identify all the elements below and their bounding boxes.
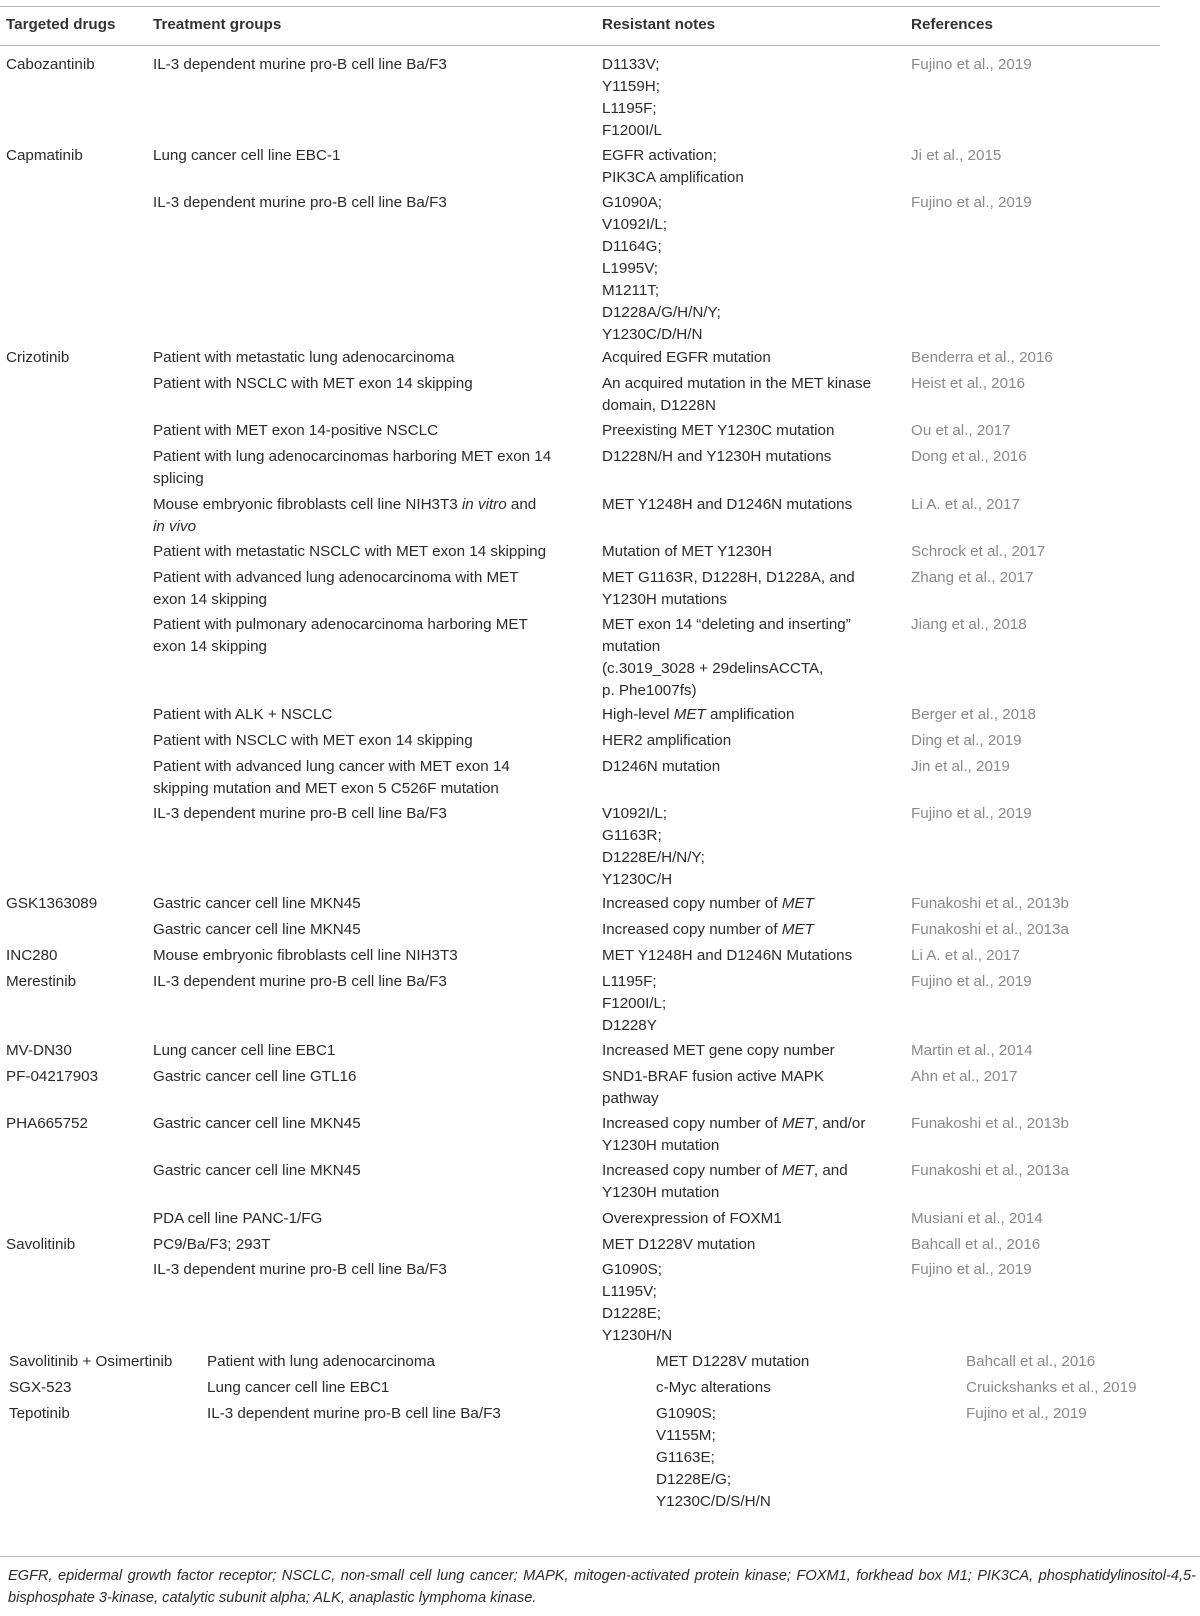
treatment-group-line: Patient with NSCLC with MET exon 14 skipping xyxy=(153,375,473,392)
resistant-note-line: PIK3CA amplification xyxy=(602,169,744,186)
resistant-note-line: SND1-BRAF fusion active MAPK xyxy=(602,1068,824,1085)
drug-name: Merestinib xyxy=(6,973,77,990)
treatment-group xyxy=(153,919,361,941)
resistant-note-line: Mutation of MET Y1230H xyxy=(602,543,772,560)
resistant-note-line: Overexpression of FOXM1 xyxy=(602,1210,782,1227)
resistant-note-line: pathway xyxy=(602,1090,659,1107)
treatment-group xyxy=(153,54,447,76)
reference-link[interactable]: Fujino et al., 2019 xyxy=(911,194,1032,211)
treatment-group-line: Patient with advanced lung adenocarcinoma with MET xyxy=(153,569,519,586)
resistant-note-line: D1246N mutation xyxy=(602,758,721,775)
resistant-note-line: Y1230C/H xyxy=(602,871,673,888)
resistant-note-line: Increased copy number of MET xyxy=(602,895,814,912)
treatment-group-line: IL-3 dependent murine pro-B cell line Ba/F3 xyxy=(153,973,447,990)
reference-link[interactable]: Funakoshi et al., 2013a xyxy=(911,1162,1069,1179)
resistant-note-line: c-Myc alterations xyxy=(656,1379,771,1396)
drug-name: Cabozantinib xyxy=(6,56,95,73)
resistant-note-line: MET Y1248H and D1246N Mutations xyxy=(602,947,853,964)
drug-name: INC280 xyxy=(6,947,58,964)
treatment-group-line: Patient with metastatic lung adenocarcinoma xyxy=(153,349,455,366)
resistant-note-line: Increased copy number of MET xyxy=(602,921,814,938)
resistant-note-line: MET exon 14 “deleting and inserting” xyxy=(602,616,851,633)
resistant-note-line: V1092I/L; xyxy=(602,216,668,233)
resistant-note-line: Y1230H mutations xyxy=(602,591,727,608)
resistant-note-line: L1195V; xyxy=(602,1283,657,1300)
resistant-note xyxy=(602,1066,824,1110)
treatment-group-line: IL-3 dependent murine pro-B cell line Ba/F3 xyxy=(153,805,447,822)
reference-link[interactable]: Fujino et al., 2019 xyxy=(911,973,1032,990)
resistant-note-line: F1200I/L xyxy=(602,122,662,139)
reference-link[interactable]: Funakoshi et al., 2013b xyxy=(911,895,1069,912)
resistant-note-line: L1195F; xyxy=(602,100,657,117)
resistant-note-line: (c.3019_3028 + 29delinsACCTA, xyxy=(602,660,824,677)
resistant-note xyxy=(602,54,662,142)
reference-link[interactable]: Ahn et al., 2017 xyxy=(911,1068,1018,1085)
treatment-group-line: Patient with lung adenocarcinoma xyxy=(207,1353,435,1370)
resistant-note xyxy=(602,945,852,967)
resistant-note xyxy=(602,730,731,752)
resistant-note-line: D1228Y xyxy=(602,1017,657,1034)
resistant-note xyxy=(602,420,834,442)
treatment-group-line: Patient with lung adenocarcinomas harboring MET exon 14 xyxy=(153,448,552,465)
footnote-rule xyxy=(0,1556,1200,1557)
treatment-group xyxy=(153,420,438,442)
resistant-note-line: MET G1163R, D1228H, D1228A, and xyxy=(602,569,855,586)
treatment-group-line: Patient with MET exon 14-positive NSCLC xyxy=(153,422,439,439)
resistant-note-line: Y1230C/D/S/H/N xyxy=(656,1493,771,1510)
treatment-group-line: IL-3 dependent murine pro-B cell line Ba/F3 xyxy=(207,1405,501,1422)
resistant-note xyxy=(656,1351,809,1373)
treatment-group-line: exon 14 skipping xyxy=(153,591,267,608)
resistant-note-line: Y1230H mutation xyxy=(602,1184,720,1201)
treatment-group-line: Lung cancer cell line EBC1 xyxy=(153,1042,336,1059)
treatment-group xyxy=(207,1351,435,1373)
treatment-group xyxy=(153,1066,356,1088)
resistant-note-line: Y1230C/D/H/N xyxy=(602,326,703,343)
resistant-note xyxy=(602,567,855,611)
resistant-note-line: An acquired mutation in the MET kinase xyxy=(602,375,872,392)
reference-link[interactable]: Jin et al., 2019 xyxy=(911,758,1010,775)
header-references: References xyxy=(911,16,993,33)
treatment-group-line: IL-3 dependent murine pro-B cell line Ba/F3 xyxy=(153,1261,447,1278)
treatment-group-line: Patient with ALK + NSCLC xyxy=(153,706,333,723)
reference-link[interactable]: Bahcall et al., 2016 xyxy=(966,1353,1096,1370)
resistant-note xyxy=(602,803,705,891)
drug-name: GSK1363089 xyxy=(6,895,98,912)
resistant-note-line: G1163R; xyxy=(602,827,662,844)
resistant-note-line: Increased copy number of MET, and/or xyxy=(602,1115,866,1132)
resistant-note-line: D1133V; xyxy=(602,56,660,73)
header-treatment-groups: Treatment groups xyxy=(153,16,282,33)
treatment-group-line: Gastric cancer cell line MKN45 xyxy=(153,921,361,938)
reference-link[interactable]: Ding et al., 2019 xyxy=(911,732,1022,749)
resistant-note xyxy=(602,494,852,516)
reference-link[interactable]: Dong et al., 2016 xyxy=(911,448,1027,465)
resistant-note xyxy=(656,1377,771,1399)
resistant-note-line: domain, D1228N xyxy=(602,397,716,414)
resistant-note-line: G1090S; xyxy=(656,1405,716,1422)
resistant-note xyxy=(602,1259,672,1347)
resistant-note xyxy=(602,373,871,417)
resistant-note-line: Y1230H mutation xyxy=(602,1137,720,1154)
drug-name: Crizotinib xyxy=(6,349,70,366)
resistant-note xyxy=(602,756,720,778)
reference-link[interactable]: Li A. et al., 2017 xyxy=(911,947,1020,964)
resistant-note-line: EGFR activation; xyxy=(602,147,717,164)
treatment-group xyxy=(153,756,510,800)
resistant-note xyxy=(602,614,851,702)
resistant-note-line: HER2 amplification xyxy=(602,732,732,749)
treatment-group-line: Patient with metastatic NSCLC with MET exon 14 skipping xyxy=(153,543,547,560)
reference-link[interactable]: Zhang et al., 2017 xyxy=(911,569,1034,586)
treatment-group xyxy=(153,1113,361,1135)
treatment-group xyxy=(153,893,361,915)
drug-name: PF-04217903 xyxy=(6,1068,99,1085)
treatment-group-line: skipping mutation and MET exon 5 C526F mutation xyxy=(153,780,499,797)
treatment-group xyxy=(153,1234,270,1256)
reference-link[interactable]: Bahcall et al., 2016 xyxy=(911,1236,1041,1253)
resistant-note xyxy=(602,1208,782,1230)
resistant-note xyxy=(656,1403,771,1513)
footnote: EGFR, epidermal growth factor receptor; NSCLC, non-small cell lung cancer; MAPK, mitogen-activated protein kinase; FOXM1, forkhead box M1; PIK3CA, phosphatidylinositol-4,5-bisphosphate 3-kinase, catalytic subunit alpha; ALK, anaplastic lymphoma kinase. xyxy=(8,1568,1196,1606)
resistant-note xyxy=(602,446,831,468)
treatment-group-line: Patient with NSCLC with MET exon 14 skipping xyxy=(153,732,473,749)
treatment-group xyxy=(153,803,447,825)
treatment-group-line: Gastric cancer cell line GTL16 xyxy=(153,1068,357,1085)
treatment-group xyxy=(207,1377,389,1399)
reference-link[interactable]: Funakoshi et al., 2013a xyxy=(911,921,1069,938)
reference-link[interactable]: Fujino et al., 2019 xyxy=(911,1261,1032,1278)
drug-name: Tepotinib xyxy=(9,1405,70,1422)
reference-link[interactable]: Jiang et al., 2018 xyxy=(911,616,1027,633)
reference-link[interactable]: Musiani et al., 2014 xyxy=(911,1210,1043,1227)
treatment-group-line: Gastric cancer cell line MKN45 xyxy=(153,895,361,912)
resistant-note-line: L1995V; xyxy=(602,260,659,277)
treatment-group-line: Gastric cancer cell line MKN45 xyxy=(153,1162,361,1179)
resistant-note-line: MET D1228V mutation xyxy=(602,1236,756,1253)
resistant-note xyxy=(602,919,814,941)
resistant-note xyxy=(602,1040,835,1062)
resistant-note-line: D1164G; xyxy=(602,238,662,255)
resistant-note xyxy=(602,1113,865,1157)
treatment-group xyxy=(153,1208,322,1230)
resistant-note-line: High-level MET amplification xyxy=(602,706,795,723)
drug-name: Savolitinib + Osimertinib xyxy=(9,1353,173,1370)
resistant-note-line: F1200I/L; xyxy=(602,995,667,1012)
resistant-note-line: Increased copy number of MET, and xyxy=(602,1162,848,1179)
treatment-group xyxy=(207,1403,501,1425)
treatment-group-line: exon 14 skipping xyxy=(153,638,267,655)
header-resistant-notes: Resistant notes xyxy=(602,16,716,33)
treatment-group-line: PC9/Ba/F3; 293T xyxy=(153,1236,271,1253)
treatment-group xyxy=(153,373,473,395)
treatment-group xyxy=(153,145,340,167)
resistant-note-line: V1155M; xyxy=(656,1427,716,1444)
treatment-group xyxy=(153,971,447,993)
treatment-group xyxy=(153,446,551,490)
treatment-group xyxy=(153,730,473,752)
reference-link[interactable]: Martin et al., 2014 xyxy=(911,1042,1033,1059)
resistant-note xyxy=(602,145,744,189)
resistant-note-line: G1090S; xyxy=(602,1261,662,1278)
resistant-note-line: D1228N/H and Y1230H mutations xyxy=(602,448,832,465)
reference-link[interactable]: Berger et al., 2018 xyxy=(911,706,1036,723)
resistant-note-line: Y1159H; xyxy=(602,78,660,95)
resistant-note-line: Acquired EGFR mutation xyxy=(602,349,771,366)
resistant-note-line: V1092I/L; xyxy=(602,805,668,822)
reference-link[interactable]: Ji et al., 2015 xyxy=(911,147,1002,164)
drug-name: PHA665752 xyxy=(6,1115,88,1132)
reference-link[interactable]: Funakoshi et al., 2013b xyxy=(911,1115,1069,1132)
treatment-group xyxy=(153,1259,447,1281)
resistant-note-line: MET D1228V mutation xyxy=(656,1353,810,1370)
resistant-note xyxy=(602,541,772,563)
drug-name: MV-DN30 xyxy=(6,1042,72,1059)
resistant-note xyxy=(602,347,771,369)
treatment-group xyxy=(153,704,332,726)
treatment-group-line: Patient with pulmonary adenocarcinoma harboring MET xyxy=(153,616,528,633)
drug-name: Savolitinib xyxy=(6,1236,76,1253)
treatment-group xyxy=(153,1040,335,1062)
treatment-group xyxy=(153,494,536,538)
resistant-note xyxy=(602,893,814,915)
reference-link[interactable]: Li A. et al., 2017 xyxy=(911,496,1020,513)
reference-link[interactable]: Fujino et al., 2019 xyxy=(966,1405,1087,1422)
resistant-note-line: D1228E; xyxy=(602,1305,662,1322)
top-rule xyxy=(0,6,1160,7)
resistant-note xyxy=(602,192,721,346)
treatment-group xyxy=(153,1160,361,1182)
treatment-group-line: Patient with advanced lung cancer with MET exon 14 xyxy=(153,758,510,775)
treatment-group xyxy=(153,347,454,369)
treatment-group xyxy=(153,541,546,563)
resistant-note-line: D1228A/G/H/N/Y; xyxy=(602,304,721,321)
treatment-group-line: IL-3 dependent murine pro-B cell line Ba/F3 xyxy=(153,194,447,211)
treatment-group-line: Mouse embryonic fibroblasts cell line NIH3T3 in vitro and xyxy=(153,496,537,513)
resistant-note-line: mutation xyxy=(602,638,661,655)
reference-link[interactable]: Heist et al., 2016 xyxy=(911,375,1025,392)
resistant-note-line: p. Phe1007fs) xyxy=(602,682,697,699)
reference-link[interactable]: Schrock et al., 2017 xyxy=(911,543,1046,560)
resistant-note-line: D1228E/H/N/Y; xyxy=(602,849,705,866)
treatment-group-line: Gastric cancer cell line MKN45 xyxy=(153,1115,361,1132)
resistant-note xyxy=(602,704,794,726)
resistant-note xyxy=(602,1234,755,1256)
resistant-note xyxy=(602,1160,848,1204)
reference-link[interactable]: Fujino et al., 2019 xyxy=(911,56,1032,73)
reference-link[interactable]: Cruickshanks et al., 2019 xyxy=(966,1379,1137,1396)
treatment-group-line: splicing xyxy=(153,470,204,487)
treatment-group xyxy=(153,614,528,658)
resistant-note-line: G1163E; xyxy=(656,1449,715,1466)
treatment-group-line: Mouse embryonic fibroblasts cell line NIH3T3 xyxy=(153,947,458,964)
header-targeted-drugs: Targeted drugs xyxy=(6,16,116,33)
treatment-group xyxy=(153,945,458,967)
drug-name: Capmatinib xyxy=(6,147,83,164)
treatment-group-line: Lung cancer cell line EBC-1 xyxy=(153,147,341,164)
reference-link[interactable]: Fujino et al., 2019 xyxy=(911,805,1032,822)
treatment-group-line: PDA cell line PANC-1/FG xyxy=(153,1210,323,1227)
reference-link[interactable]: Benderra et al., 2016 xyxy=(911,349,1053,366)
treatment-group xyxy=(153,567,519,611)
treatment-group-line: Lung cancer cell line EBC1 xyxy=(207,1379,390,1396)
resistant-note-line: Increased MET gene copy number xyxy=(602,1042,835,1059)
resistant-note-line: G1090A; xyxy=(602,194,662,211)
drug-name: SGX-523 xyxy=(9,1379,72,1396)
resistant-note-line: Y1230H/N xyxy=(602,1327,673,1344)
header-rule xyxy=(0,45,1160,46)
resistant-note-line: L1195F; xyxy=(602,973,657,990)
reference-link[interactable]: Ou et al., 2017 xyxy=(911,422,1011,439)
treatment-group-line: IL-3 dependent murine pro-B cell line Ba/F3 xyxy=(153,56,447,73)
resistant-note-line: MET Y1248H and D1246N mutations xyxy=(602,496,853,513)
resistant-note-line: Preexisting MET Y1230C mutation xyxy=(602,422,835,439)
resistant-note-line: M1211T; xyxy=(602,282,660,299)
treatment-group-line: in vivo xyxy=(153,518,197,535)
treatment-group xyxy=(153,192,447,214)
resistant-note xyxy=(602,971,666,1037)
resistant-note-line: D1228E/G; xyxy=(656,1471,732,1488)
